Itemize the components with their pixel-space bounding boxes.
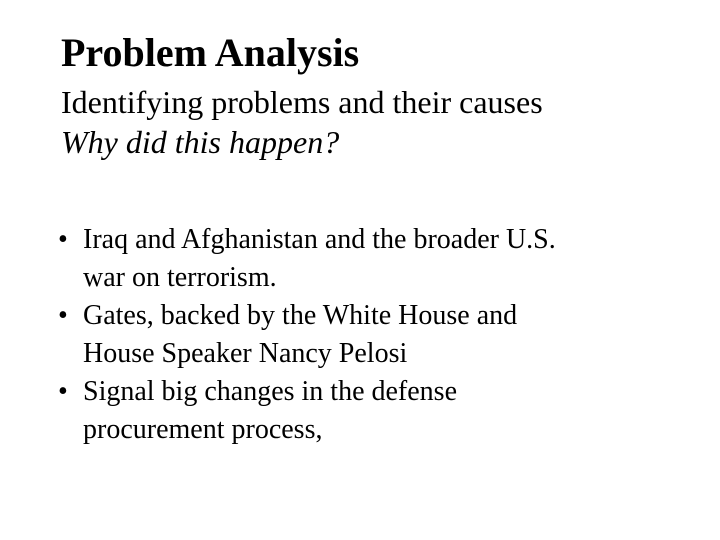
- slide-title: Problem Analysis: [61, 30, 360, 75]
- bullet-icon: •: [58, 300, 68, 331]
- slide-question: Why did this happen?: [61, 124, 340, 160]
- bullet-item: [50, 297, 690, 373]
- bullet-item: [50, 221, 690, 297]
- bullet-item: [50, 373, 690, 449]
- bullet-text-line: Signal big changes in the defense: [83, 376, 458, 407]
- title-block: [61, 29, 701, 162]
- bullet-text-line: Gates, backed by the White House and: [83, 300, 518, 331]
- bullet-list: [50, 221, 690, 449]
- bullet-icon: •: [58, 224, 68, 255]
- slide-subtitle: Identifying problems and their causes: [61, 84, 543, 120]
- bullet-text-line: war on terrorism.: [83, 262, 277, 293]
- bullet-text-line: House Speaker Nancy Pelosi: [83, 338, 408, 369]
- bullet-icon: •: [58, 376, 68, 407]
- bullet-text-line: procurement process,: [83, 414, 323, 445]
- bullet-text-line: Iraq and Afghanistan and the broader U.S.: [83, 224, 556, 255]
